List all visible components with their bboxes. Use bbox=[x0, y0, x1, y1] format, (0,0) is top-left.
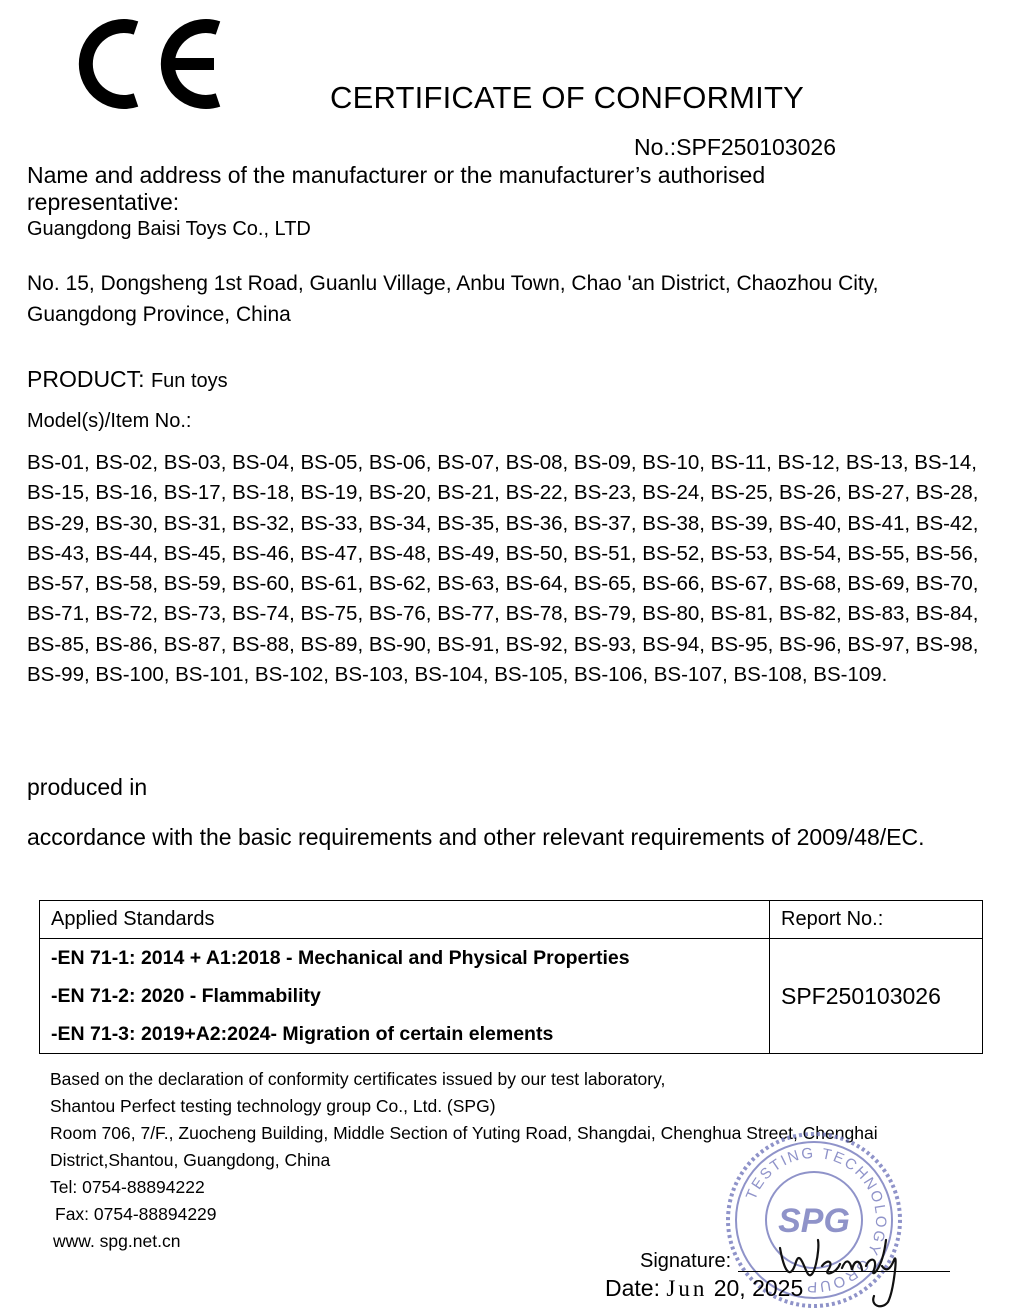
lab-line: www. spg.net.cn bbox=[53, 1231, 181, 1251]
product-label: PRODUCT: bbox=[27, 366, 145, 392]
manufacturer-label: Name and address of the manufacturer or the manufacturer’s authorised representative: bbox=[27, 162, 766, 215]
lab-line: Shantou Perfect testing technology group Co., Ltd. (SPG) bbox=[50, 1096, 496, 1116]
standard-item: -EN 71-2: 2020 - Flammability bbox=[51, 985, 321, 1007]
lab-line: District,Shantou, Guangdong, China bbox=[50, 1150, 331, 1170]
models-list: BS-01, BS-02, BS-03, BS-04, BS-05, BS-06, BS-07, BS-08, BS-09, BS-10, BS-11, BS-12, BS-13, BS-14, BS-15, BS-16, BS-17, BS-18, BS-19, BS-20, BS-21, BS-22, BS-23, BS-24, BS-25, BS-26, BS-27, BS-28, BS-29, BS-30, BS-31, BS-32, BS-33, BS-34, BS-35, BS-36, BS-37, BS-38, BS-39, BS-40, BS-41, BS-42, BS-43, BS-44, BS-45, BS-46, BS-47, BS-48, BS-49, BS-50, BS-51, BS-52, BS-53, BS-54, BS-55, BS-56, BS-57, BS-58, BS-59, BS-60, BS-61, BS-62, BS-63, BS-64, BS-65, BS-66, BS-67, BS-68, BS-69, BS-70, BS-71, BS-72, BS-73, BS-74, BS-75, BS-76, BS-77, BS-78, BS-79, BS-80, BS-81, BS-82, BS-83, BS-84, BS-85, BS-86, BS-87, BS-88, BS-89, BS-90, BS-91, BS-92, BS-93, BS-94, BS-95, BS-96, BS-97, BS-98, BS-99, BS-100, BS-101, BS-102, BS-103, BS-104, BS-105, BS-106, BS-107, BS-108, BS-109. bbox=[27, 451, 979, 687]
certificate-title: CERTIFICATE OF CONFORMITY bbox=[330, 80, 805, 115]
date-line bbox=[605, 1275, 803, 1302]
standards-table bbox=[39, 900, 983, 1054]
models-label: Model(s)/Item No.: bbox=[27, 410, 192, 432]
ce-mark-logo bbox=[78, 14, 223, 114]
svg-text:TESTING TECHNOLOGY GROUP: TESTING TECHNOLOGY GROUP bbox=[742, 1144, 890, 1296]
report-number-value: SPF250103026 bbox=[770, 939, 983, 1054]
signature-label: Signature: bbox=[640, 1250, 732, 1272]
lab-line: Room 706, 7/F., Zuocheng Building, Middle Section of Yuting Road, Shangdai, Chenghua Street, Chenghai bbox=[50, 1123, 878, 1143]
report-no-header: Report No.: bbox=[770, 901, 983, 939]
standards-body-row bbox=[40, 939, 983, 1054]
certificate-number: No.:SPF250103026 bbox=[633, 134, 836, 160]
date-label: Date: bbox=[605, 1275, 660, 1301]
lab-line: Fax: 0754-88894229 bbox=[55, 1204, 217, 1224]
produced-in-text: produced in bbox=[27, 774, 148, 800]
lab-line: Based on the declaration of conformity certificates issued by our test laboratory, bbox=[50, 1069, 666, 1089]
accordance-statement: accordance with the basic requirements and other relevant requirements of 2009/48/EC. bbox=[27, 824, 925, 850]
standards-header-row bbox=[40, 901, 983, 939]
applied-standards-header: Applied Standards bbox=[40, 901, 770, 939]
date-day-year: 20, 2025 bbox=[713, 1275, 804, 1301]
product-value: Fun toys bbox=[150, 370, 228, 392]
lab-line: Tel: 0754-88894222 bbox=[50, 1177, 205, 1197]
manufacturer-address: No. 15, Dongsheng 1st Road, Guanlu Village, Anbu Town, Chao 'an District, Chaozhou City, Guangdong Province, China bbox=[27, 272, 879, 326]
standard-item: -EN 71-1: 2014 + A1:2018 - Mechanical and Physical Properties bbox=[51, 947, 630, 969]
standards-list-cell bbox=[40, 939, 770, 1054]
product-line bbox=[27, 366, 228, 393]
standard-item: -EN 71-3: 2019+A2:2024- Migration of certain elements bbox=[51, 1023, 554, 1045]
manufacturer-name: Guangdong Baisi Toys Co., LTD bbox=[27, 218, 311, 240]
date-month: Jun bbox=[666, 1276, 708, 1301]
svg-text:SPG: SPG bbox=[778, 1202, 850, 1240]
